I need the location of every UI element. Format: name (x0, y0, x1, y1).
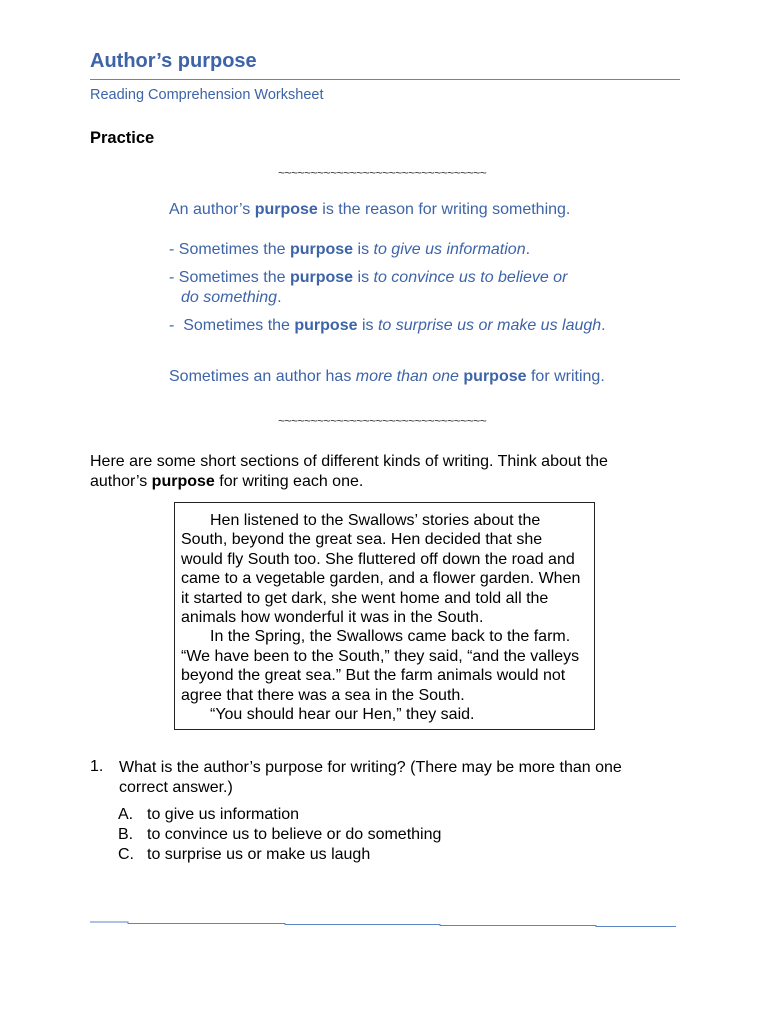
option-text: to give us information (147, 806, 300, 823)
question-number: 1. (90, 758, 104, 775)
bullet-lead: - Sometimes the (169, 241, 290, 258)
option-text: to surprise us or make us laugh (147, 846, 371, 863)
bullet-keyword: purpose (294, 317, 358, 334)
passage-paragraph: “You should hear our Hen,” they said. (210, 706, 475, 724)
answer-line[interactable] (90, 918, 676, 928)
bullet-mid: is (353, 241, 374, 258)
note-prefix: Sometimes an author has (169, 368, 356, 385)
definition-line (169, 201, 570, 219)
bullet-end: . (525, 241, 531, 258)
option-letter: B. (118, 826, 134, 843)
bullet-keyword: purpose (289, 241, 354, 258)
intro-keyword: purpose (151, 472, 215, 490)
multiple-purpose-note (169, 368, 605, 386)
passage-paragraph: In the Spring, the Swallows came back to the farm. “We have been to the South,” they said, “and the valleys beyond the great sea.” But the farm animals would not agree that there was a sea in the South. (181, 628, 580, 704)
intro-suffix: for writing each one. (214, 472, 364, 490)
intro-prefix: Here are some short sections of different kinds of writing. Think about the author’s (90, 453, 608, 490)
option-text: to convince us to believe or do something (147, 826, 442, 843)
note-keyword: purpose (463, 368, 527, 385)
note-italic: more than one (355, 368, 459, 385)
intro-paragraph (90, 452, 650, 491)
purpose-bullet-continuation (181, 289, 282, 307)
bullet-italic: to convince us to believe or (373, 269, 568, 286)
bullet-lead: - Sometimes the (169, 317, 295, 334)
tilde-divider-top: ~~~~~~~~~~~~~~~~~~~~~~~~~~~~~~~~ (278, 166, 487, 180)
section-heading: Practice (90, 129, 155, 147)
definition-keyword: purpose (254, 201, 318, 218)
reading-passage-box (174, 502, 595, 730)
definition-prefix: An author’s (169, 201, 255, 218)
title-underline (90, 79, 680, 80)
bullet-mid: is (353, 269, 374, 286)
tilde-divider-bottom: ~~~~~~~~~~~~~~~~~~~~~~~~~~~~~~~~ (278, 414, 487, 428)
bullet-italic-continued: do something (181, 289, 278, 306)
bullet-end: . (277, 289, 282, 306)
purpose-bullet (169, 269, 567, 287)
bullet-italic: to give us information (373, 241, 526, 258)
bullet-end: . (601, 317, 606, 334)
option-letter: A. (118, 806, 134, 823)
option-letter: C. (118, 846, 134, 863)
purpose-bullet (169, 241, 530, 259)
page-subtitle: Reading Comprehension Worksheet (90, 87, 324, 103)
bullet-keyword: purpose (289, 269, 354, 286)
passage-paragraph: Hen listened to the Swallows’ stories about the South, beyond the great sea. Hen decided that she would fly South too. She fluttered off down the road and came to a vegetable garden, and a flower garden. When it started to get dark, she went home and told all the animals how wonderful it was in the South. (181, 512, 581, 627)
purpose-bullet (169, 317, 606, 335)
bullet-mid: is (357, 317, 378, 334)
note-suffix: for writing. (526, 368, 605, 385)
page-title: Author’s purpose (90, 50, 257, 72)
bullet-lead: - Sometimes the (169, 269, 290, 286)
question-text: What is the author’s purpose for writing? (There may be more than one correct answer.) (119, 759, 622, 796)
bullet-italic: to surprise us or make us laugh (377, 317, 602, 334)
definition-suffix: is the reason for writing something. (317, 201, 571, 218)
